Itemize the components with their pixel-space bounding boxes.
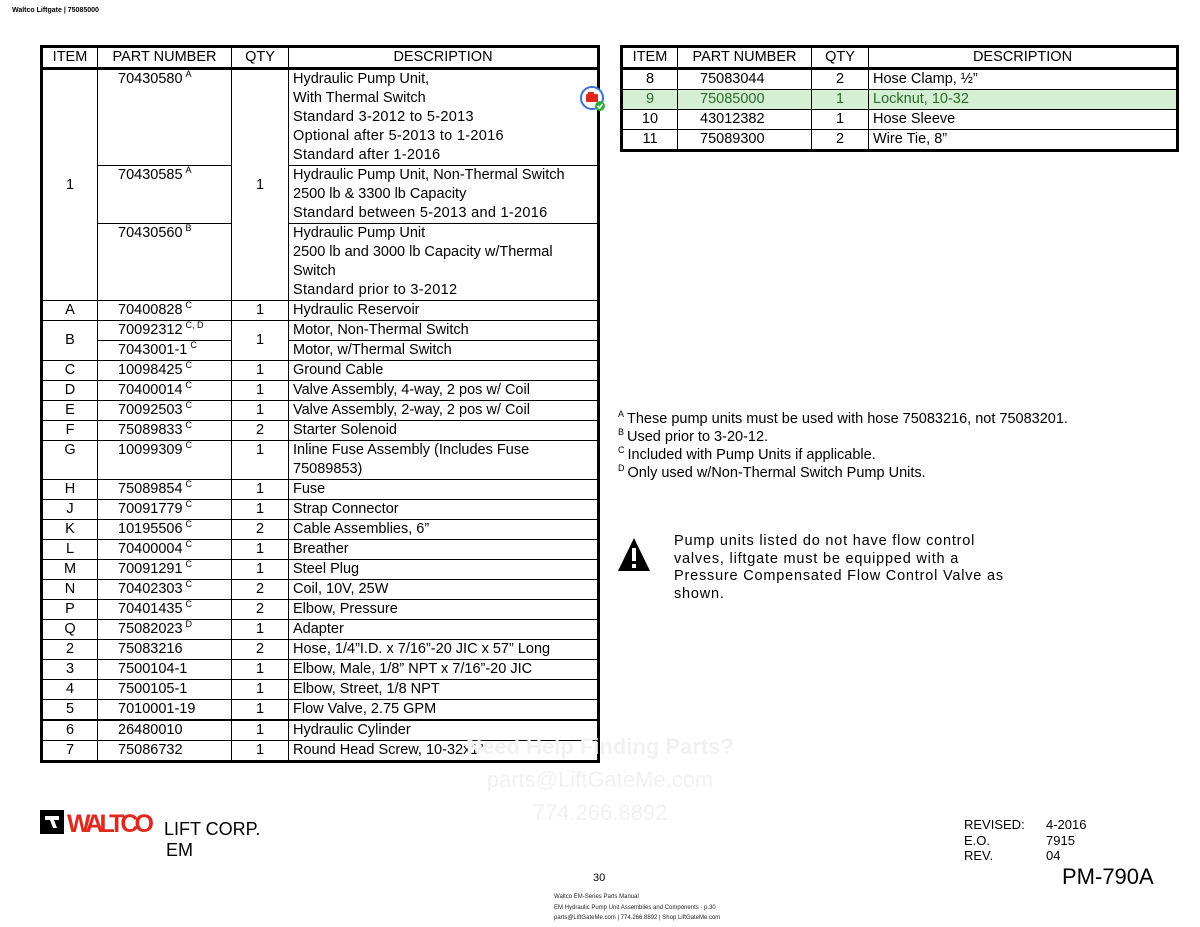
description-cell: Inline Fuse Assembly (Includes Fuse 75089853) (289, 441, 599, 480)
description-cell: Hydraulic Reservoir (289, 301, 599, 321)
footnote: $^B$ Used prior to 3-20-12. (618, 427, 769, 445)
qty-cell: 1 (232, 321, 289, 361)
table-row (42, 560, 599, 580)
part-number-cell: 7043001-1 $^C$ (98, 341, 232, 361)
qty-cell: 1 (232, 500, 289, 520)
item-cell: D (42, 381, 98, 401)
qty-cell: 2 (232, 600, 289, 620)
table-row (42, 321, 599, 341)
waltco-logo (40, 808, 156, 841)
description-cell: Steel Plug (289, 560, 599, 580)
item-cell: N (42, 580, 98, 600)
part-number-cell: 7500105-1 (98, 680, 232, 700)
watermark: Need Help Finding Parts? parts@LiftGateMe.com 774.266.8892 (466, 734, 734, 825)
description-cell: Valve Assembly, 4-way, 2 pos w/ Coil (289, 381, 599, 401)
description-cell: Starter Solenoid (289, 421, 599, 441)
item-cell: 2 (42, 640, 98, 660)
document-number: PM-790A (1062, 864, 1154, 889)
qty-cell: 2 (812, 130, 869, 151)
revision-block: REVISED: 4-2016 E.O. 7915 REV. 04 (964, 817, 1087, 863)
table-row (622, 110, 1178, 130)
left-parts-table (40, 45, 600, 763)
part-number-cell: 75089300 (678, 130, 812, 151)
item-cell: A (42, 301, 98, 321)
qty-cell: 1 (232, 441, 289, 480)
part-number-cell: 70401435 $^C$ (98, 600, 232, 620)
part-number-cell: 70400828 $^C$ (98, 301, 232, 321)
description-cell: Breather (289, 540, 599, 560)
item-cell: 10 (622, 110, 678, 130)
description-cell: Elbow, Male, 1/8” NPT x 7/16”-20 JIC (289, 660, 599, 680)
description-cell: Cable Assemblies, 6” (289, 520, 599, 540)
table-row (42, 224, 599, 301)
description-cell: Coil, 10V, 25W (289, 580, 599, 600)
table-row (42, 166, 599, 224)
item-cell: 6 (42, 720, 98, 741)
item-cell: M (42, 560, 98, 580)
qty-cell: 1 (232, 660, 289, 680)
warning-triangle-icon (617, 537, 651, 573)
table-row (42, 421, 599, 441)
part-number-cell: 75082023 $^D$ (98, 620, 232, 640)
description-cell: Wire Tie, 8” (869, 130, 1178, 151)
table-row (42, 540, 599, 560)
description-cell: Ground Cable (289, 361, 599, 381)
qty-cell: 1 (812, 90, 869, 110)
item-cell: 8 (622, 69, 678, 90)
table-row-highlighted (622, 90, 1178, 110)
qty-cell: 2 (232, 520, 289, 540)
table-row (42, 381, 599, 401)
table-row (42, 620, 599, 640)
description-cell: Adapter (289, 620, 599, 640)
item-cell: 7 (42, 741, 98, 762)
part-number-cell: 70430585 $^A$ (98, 166, 232, 224)
table-row (42, 520, 599, 540)
part-number-cell: 75083216 (98, 640, 232, 660)
qty-cell: 1 (232, 401, 289, 421)
part-number-cell: 75089854 $^C$ (98, 480, 232, 500)
table-row (42, 361, 599, 381)
qty-cell: 1 (232, 69, 289, 301)
qty-cell: 2 (812, 69, 869, 90)
qty-cell: 1 (232, 680, 289, 700)
qty-cell: 2 (232, 640, 289, 660)
table-row (42, 341, 599, 361)
part-number-cell: 70402303 $^C$ (98, 580, 232, 600)
description-cell: Hose Sleeve (869, 110, 1178, 130)
item-cell: 11 (622, 130, 678, 151)
description-cell: Hose, 1/4”I.D. x 7/16”-20 JIC x 57” Long (289, 640, 599, 660)
col-header-item: ITEM (622, 47, 678, 69)
col-header-qty: QTY (812, 47, 869, 69)
description-cell: Elbow, Pressure (289, 600, 599, 620)
table-row (42, 640, 599, 660)
item-cell: H (42, 480, 98, 500)
description-cell: Elbow, Street, 1/8 NPT (289, 680, 599, 700)
part-number-cell: 10195506 $^C$ (98, 520, 232, 540)
warning-text: Pump units listed do not have flow control valves, liftgate must be equipped with a Pressure Compensated Flow Control Valve as shown. (674, 533, 1004, 602)
company-name: LIFT CORP. (164, 819, 261, 839)
qty-cell: 1 (232, 560, 289, 580)
qty-cell: 1 (232, 620, 289, 640)
svg-text:WALTCO: WALTCO (67, 810, 154, 836)
footnote: $^C$ Included with Pump Units if applicable. (618, 445, 876, 463)
description-cell: Flow Valve, 2.75 GPM (289, 700, 599, 721)
part-number-cell: 70091779 $^C$ (98, 500, 232, 520)
description-cell: Motor, Non-Thermal Switch (289, 321, 599, 341)
item-cell: 4 (42, 680, 98, 700)
part-number-cell: 75085000 (678, 90, 812, 110)
table-row (42, 680, 599, 700)
description-cell: Motor, w/Thermal Switch (289, 341, 599, 361)
footnote: $^D$ Only used w/Non-Thermal Switch Pump Units. (618, 463, 926, 481)
right-parts-table (620, 45, 1179, 152)
table-row (42, 69, 599, 166)
item-cell: G (42, 441, 98, 480)
col-header-qty: QTY (232, 47, 289, 69)
qty-cell: 1 (232, 720, 289, 741)
item-cell: Q (42, 620, 98, 640)
description-cell: Hydraulic Pump Unit 2500 lb and 3000 lb Capacity w/Thermal Switch Standard prior to 3-2012 (289, 224, 599, 301)
part-number-cell: 10099309 $^C$ (98, 441, 232, 480)
item-cell: 9 (622, 90, 678, 110)
item-cell: C (42, 361, 98, 381)
part-number-cell: 10098425 $^C$ (98, 361, 232, 381)
qty-cell: 1 (232, 381, 289, 401)
table-row (42, 660, 599, 680)
table-row (622, 130, 1178, 151)
table-header-row (42, 47, 599, 69)
description-cell: Hydraulic Cylinder (289, 720, 599, 741)
item-cell: 1 (42, 69, 98, 301)
footnote: $^A$ These pump units must be used with hose 75083216, not 75083201. (618, 409, 1068, 427)
qty-cell: 2 (232, 421, 289, 441)
description-cell: Hydraulic Pump Unit, Non-Thermal Switch 2500 lb & 3300 lb Capacity Standard between 5-2013 and 1-2016 (289, 166, 599, 224)
part-number-cell: 7010001-19 (98, 700, 232, 721)
table-row (42, 441, 599, 480)
cart-badge-icon[interactable] (580, 86, 606, 112)
part-number-cell: 75086732 (98, 741, 232, 762)
item-cell: 5 (42, 700, 98, 721)
qty-cell: 1 (232, 301, 289, 321)
item-cell: E (42, 401, 98, 421)
col-header-description: DESCRIPTION (289, 47, 599, 69)
table-row (622, 69, 1178, 90)
item-cell: F (42, 421, 98, 441)
item-cell: B (42, 321, 98, 361)
part-number-cell: 7500104-1 (98, 660, 232, 680)
page-number: 30 (593, 872, 606, 884)
part-number-cell: 43012382 (678, 110, 812, 130)
table-row (42, 500, 599, 520)
table-row (42, 401, 599, 421)
part-number-cell: 70430580 $^A$ (98, 69, 232, 166)
part-number-cell: 70092503 $^C$ (98, 401, 232, 421)
table-row (42, 600, 599, 620)
description-cell: Hose Clamp, ½” (869, 69, 1178, 90)
description-cell: Hydraulic Pump Unit, With Thermal Switch Standard 3-2012 to 5-2013 Optional after 5-2013 to 1-2016 Standard after 1-2016 (289, 69, 599, 166)
col-header-part-number: PART NUMBER (678, 47, 812, 69)
table-row (42, 580, 599, 600)
table-row (42, 301, 599, 321)
description-cell: Round Head Screw, 10-32x1” (289, 741, 599, 762)
item-cell: P (42, 600, 98, 620)
col-header-item: ITEM (42, 47, 98, 69)
part-number-cell: 75089833 $^C$ (98, 421, 232, 441)
table-row (42, 480, 599, 500)
footer-meta: Waltco EM-Series Parts Manual EM Hydraulic Pump Unit Assemblies and Components · p.30 parts@LiftGateMe.com | 774.266.8892 | Shop LiftGateMe.com (554, 894, 721, 921)
description-cell: Valve Assembly, 2-way, 2 pos w/ Coil (289, 401, 599, 421)
part-number-cell: 70092312 $^{C, D}$ (98, 321, 232, 341)
part-number-cell: 70400014 $^C$ (98, 381, 232, 401)
item-cell: L (42, 540, 98, 560)
qty-cell: 1 (232, 741, 289, 762)
col-header-description: DESCRIPTION (869, 47, 1178, 69)
table-row (42, 700, 599, 721)
document-header-title: Waltco Liftgate | 75085000 (12, 7, 99, 14)
item-cell: J (42, 500, 98, 520)
qty-cell: 1 (232, 540, 289, 560)
description-cell: Fuse (289, 480, 599, 500)
part-number-cell: 75083044 (678, 69, 812, 90)
description-cell: Locknut, 10-32 (869, 90, 1178, 110)
qty-cell: 1 (812, 110, 869, 130)
item-cell: 3 (42, 660, 98, 680)
part-number-cell: 70400004 $^C$ (98, 540, 232, 560)
part-number-cell: 70091291 $^C$ (98, 560, 232, 580)
qty-cell: 1 (232, 361, 289, 381)
part-number-cell: 70430560 $^B$ (98, 224, 232, 301)
part-number-cell: 26480010 (98, 720, 232, 741)
table-header-row (622, 47, 1178, 69)
footnotes (618, 410, 1068, 482)
qty-cell: 1 (232, 480, 289, 500)
col-header-part-number: PART NUMBER (98, 47, 232, 69)
qty-cell: 1 (232, 700, 289, 721)
qty-cell: 2 (232, 580, 289, 600)
series-name: EM (166, 840, 193, 860)
item-cell: K (42, 520, 98, 540)
description-cell: Strap Connector (289, 500, 599, 520)
